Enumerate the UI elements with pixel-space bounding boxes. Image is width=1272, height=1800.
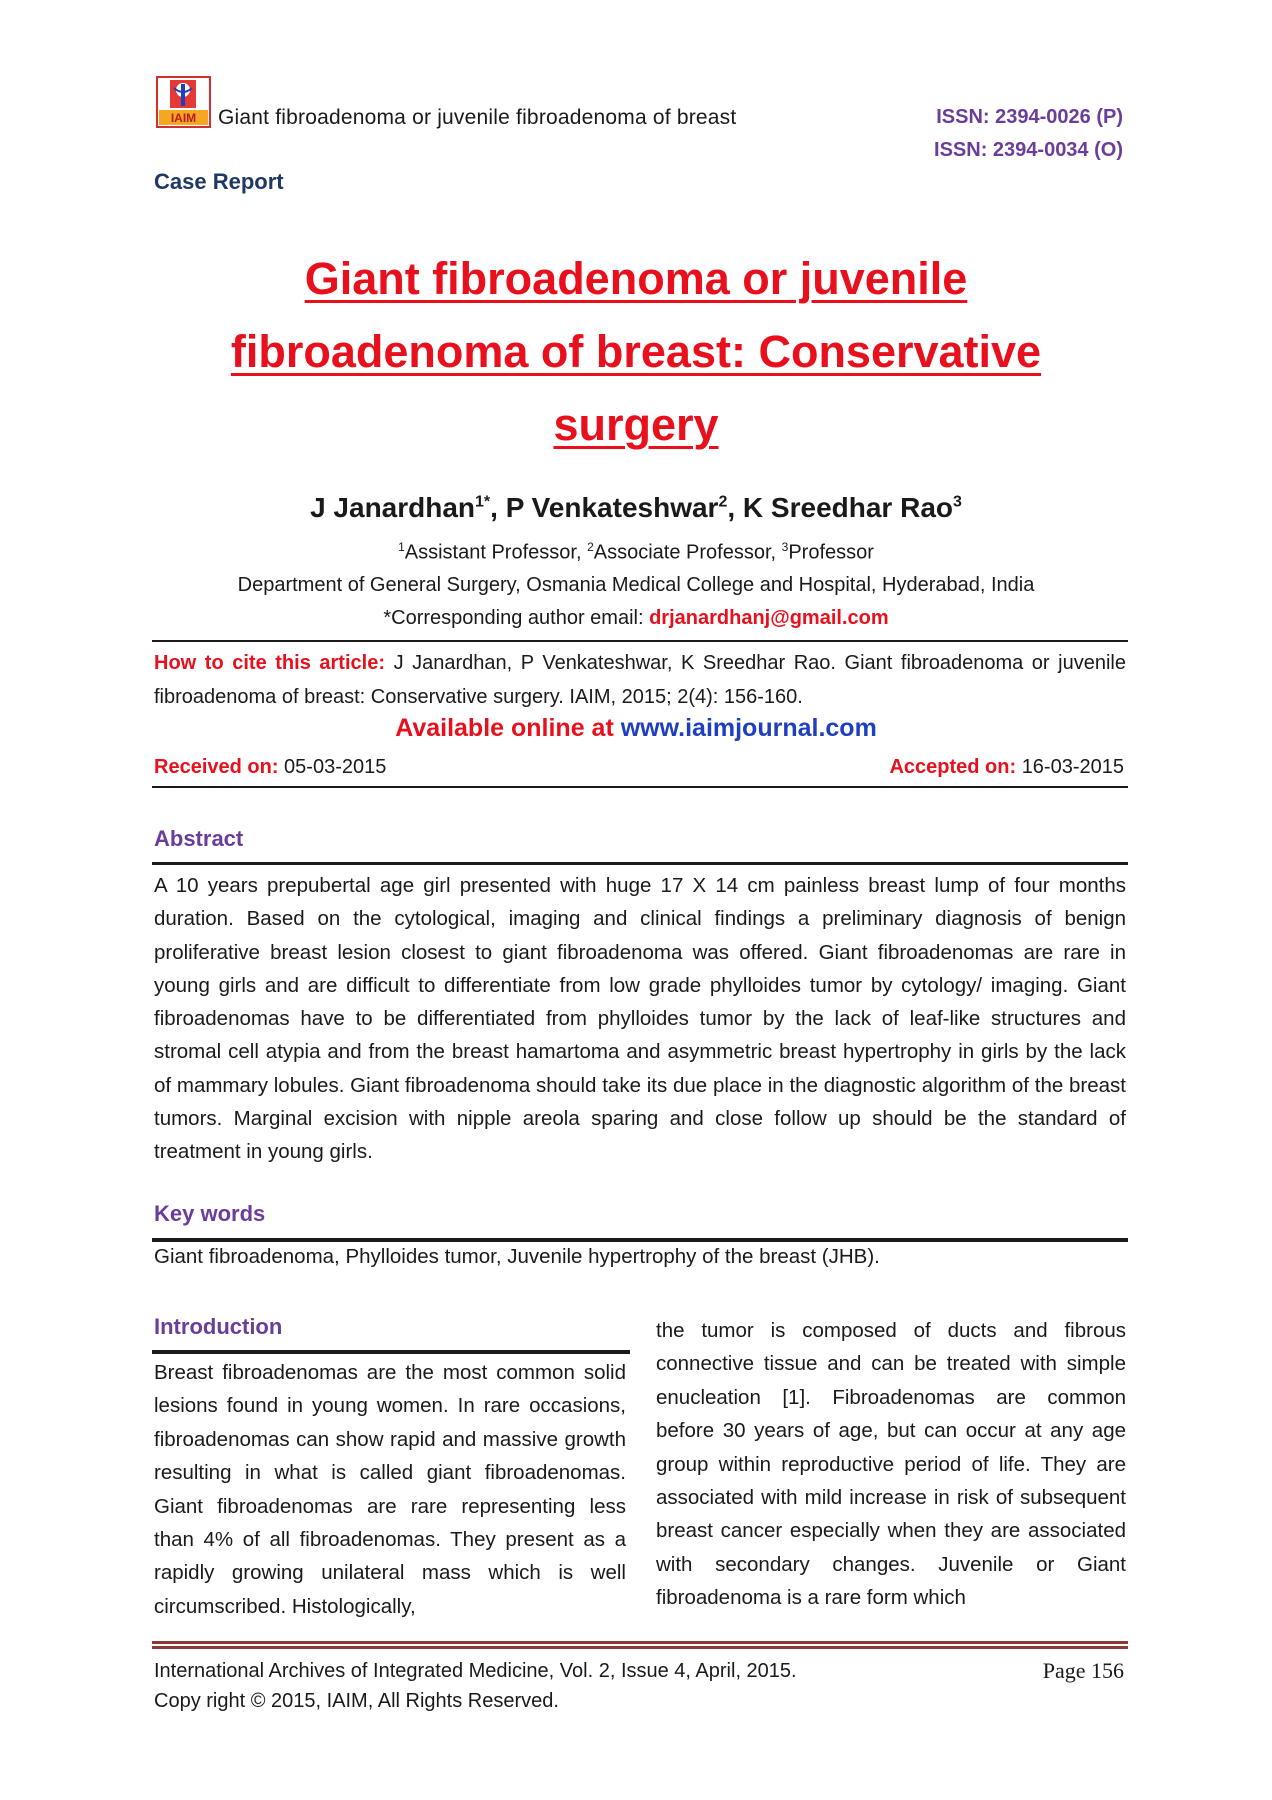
available-online xyxy=(150,714,1122,743)
author-list: J Janardhan$^{1*}$, P Venkateshwar$^2$, K Sreedhar Rao$^3$ xyxy=(310,492,962,523)
divider xyxy=(152,1238,1128,1242)
divider xyxy=(152,786,1128,788)
issn-online: ISSN: 2394-0034 (O) xyxy=(934,139,1123,161)
department: Department of General Surgery, Osmania Medical College and Hospital, Hyderabad, India xyxy=(237,574,1035,596)
role-label: Professor xyxy=(788,541,874,564)
page-number: Page 156 xyxy=(1042,1658,1124,1683)
footer-divider xyxy=(152,1646,1128,1649)
divider xyxy=(152,862,1128,865)
author-affiliation-mark: 2 xyxy=(718,493,728,511)
cite-label: How to cite this article: xyxy=(154,652,385,674)
abstract-text: A 10 years prepubertal age girl presented with huge 17 X 14 cm painless breast lump of four months duration. Based on the cytological, imaging and clinical findings a preliminary diagnosis of benign proliferative breast lesion closest to giant fibroadenoma was offered. Giant fibroadenomas are rare in young girls and are difficult to differentiate from low grade phylloides tumor by cytology/ imaging. Giant fibroadenomas have to be differentiated from phylloides tumor by the lack of leaf-like structures and stromal cell atypia and from the breast hamartoma and asymmetric breast hypertrophy in girls by the lack of mammary lobules. Giant fibroadenoma should take its due place in the diagnostic algorithm of the breast tumors. Marginal excision with nipple areola sparing and close follow up should be the standard of treatment in young girls. xyxy=(154,874,1126,1164)
footer-divider xyxy=(152,1641,1128,1644)
introduction-left-column: Breast fibroadenomas are the most common solid lesions found in young women. In rare occasions, fibroadenomas can show rapid and massive growth resulting in what is called giant fibroadenomas. Giant fibroadenomas are rare representing less than 4% of all fibroadenomas. They present as a rapidly growing unilateral mass which is well circumscribed. Histologically, xyxy=(154,1361,626,1618)
divider xyxy=(152,1350,630,1354)
role-label: Associate Professor xyxy=(593,541,771,564)
introduction-heading: Introduction xyxy=(154,1314,283,1339)
abstract-heading: Abstract xyxy=(154,826,244,851)
author-name: P Venkateshwar xyxy=(505,492,719,523)
introduction-right-column: the tumor is composed of ducts and fibrous connective tissue and can be treated with simple enucleation [1]. Fibroadenomas are common before 30 years of age, but can occur at any age group within reproductive period of life. They are associated with mild increase in risk of subsequent breast cancer especially when they are associated with secondary changes. Juvenile or Giant fibroadenoma is a rare form which xyxy=(656,1319,1126,1610)
issn-print: ISSN: 2394-0026 (P) xyxy=(936,106,1123,128)
corresponding-label: *Corresponding author email: xyxy=(383,607,644,629)
footer-copyright: Copy right © 2015, IAIM, All Rights Reserved. xyxy=(154,1690,559,1712)
divider xyxy=(152,640,1128,642)
cite-text: J Janardhan, P Venkateshwar, K Sreedhar Rao. Giant fibroadenoma or juvenile fibroadenoma of breast: Conservative surgery. IAIM, 2015; 2(4): 156-160. xyxy=(154,652,1126,708)
role-mark: 1 xyxy=(398,540,405,554)
corresponding-author xyxy=(150,607,1122,630)
available-label: Available online at xyxy=(395,714,614,742)
journal-url-link[interactable]: www.iaimjournal.com xyxy=(620,714,877,742)
accepted-value: 16-03-2015 xyxy=(1021,756,1124,778)
svg-text:IAIM: IAIM xyxy=(170,111,197,125)
author-affiliation-mark: 1* xyxy=(475,493,491,511)
keywords-text: Giant fibroadenoma, Phylloides tumor, Juvenile hypertrophy of the breast (JHB). xyxy=(154,1245,880,1268)
received-date xyxy=(154,756,386,779)
corresponding-email-link[interactable]: drjanardhanj@gmail.com xyxy=(649,607,889,629)
accepted-label: Accepted on: xyxy=(889,756,1017,778)
keywords-heading: Key words xyxy=(154,1201,266,1226)
author-roles: $^1$Assistant Professor, $^2$Associate Professor, $^3$Professor xyxy=(398,540,874,564)
received-label: Received on: xyxy=(154,756,279,778)
running-title: Giant fibroadenoma or juvenile fibroadenoma of breast xyxy=(218,106,737,129)
journal-logo xyxy=(156,76,211,128)
received-value: 05-03-2015 xyxy=(284,756,387,778)
article-title: Giant fibroadenoma or juvenile fibroadenoma of breast: Conservative surgery xyxy=(230,253,1042,450)
footer-journal: International Archives of Integrated Medicine, Vol. 2, Issue 4, April, 2015. xyxy=(154,1660,797,1682)
role-mark: 2 xyxy=(587,540,594,554)
role-mark: 3 xyxy=(781,540,789,554)
article-type: Case Report xyxy=(154,169,284,194)
author-affiliation-mark: 3 xyxy=(953,493,962,511)
citation-block xyxy=(154,646,1126,714)
author-name: J Janardhan xyxy=(310,492,476,523)
role-label: Assistant Professor xyxy=(404,541,576,564)
author-name: K Sreedhar Rao xyxy=(742,492,953,523)
accepted-date xyxy=(889,756,1124,779)
